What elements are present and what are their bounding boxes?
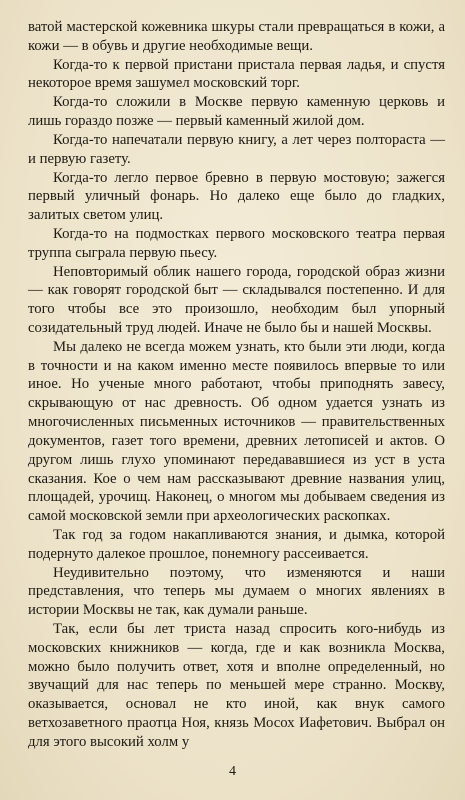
page-number: 4 (229, 764, 236, 779)
paragraph: Когда-то легло первое бревно в первую мостовую; зажегся первый уличный фонарь. Но далеко еще было до гладких, залитых светом улиц. (28, 169, 445, 224)
paragraph: Когда-то напечатали первую книгу, а лет через полтораста — и первую газету. (28, 131, 445, 167)
paragraph: Так, если бы лет триста назад спросить кого-нибудь из московских книжников — когда, где и как возникла Москва, можно было получить ответ, хотя и вполне определенный, но звучащий для нас теперь по меньшей мере странно. Москву, оказывается, основал не кто иной, как внук самого ветхозаветного праотца Ноя, князь Мосох Иафетович. Выбрал он для этого высокий холм у (28, 621, 445, 750)
paragraph: Неповторимый облик нашего города, городской образ жизни — как говорят городской быт — складывался постепенно. И для того чтобы все это произошло, необходим был упорный созидательный труд людей. Иначе не было бы и нашей Москвы. (28, 263, 445, 336)
body-text (28, 18, 445, 752)
paragraph: Мы далеко не всегда можем узнать, кто были эти люди, когда в точности и на каком именно месте появилось впервые то или иное. Но ученые много работают, чтобы приподнять завесу, скрывающую от нас древность. Об одном удается узнать из многочисленных письменных источников — правительственных документов, газет того времени, древних летописей и актов. О другом лишь глухо упоминают передававшиеся из уст в уста сказания. Кое о чем нам рассказывают древние названия улиц, площадей, урочищ. Наконец, о многом мы добываем сведения из самой московской земли при археологических раскопках. (28, 338, 445, 525)
paragraph: Когда-то сложили в Москве первую каменную церковь и лишь гораздо позже — первый каменный жилой дом. (28, 94, 445, 130)
paragraph: Так год за годом накапливаются знания, и дымка, которой подернуто далекое прошлое, понемногу рассеивается. (28, 526, 445, 562)
paragraph: Когда-то на подмостках первого московского театра первая труппа сыграла первую пьесу. (28, 225, 445, 261)
paragraph: Когда-то к первой пристани пристала первая ладья, и спустя некоторое время зашумел московский торг. (28, 56, 445, 92)
paragraph: Неудивительно поэтому, что изменяются и наши представления, что теперь мы думаем о многих явлениях в истории Москвы не так, как думали раньше. (28, 564, 445, 619)
paragraph-continued: ватой мастерской кожевника шкуры стали превращаться в кожи, а кожи — в обувь и другие необходимые вещи. (28, 19, 445, 54)
